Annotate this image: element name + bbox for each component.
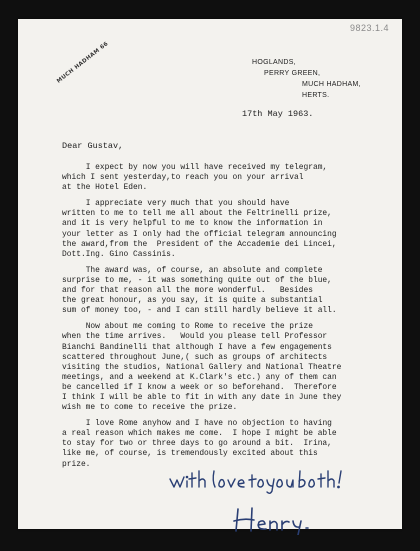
paragraph: I appreciate very much that you should have written to me to tell me all about the Feltrinelli prize, and it is very helpful to me to know the information in your letter as I only had the official telegram announcing the award,from the President of the Accademie dei Lincei, Dott.Ing. Gino Cassinis. [62,199,337,259]
letter-page [18,19,402,529]
address-line: HERTS. [302,92,330,99]
paragraph: The award was, of course, an absolute and complete surprise to me, - it was something quite out of the blue, and for that reason all the more wonderful. Besides the great honour, as you say, it is quite a substantial sum of money too, - and I can still hardly believe it all. [62,265,337,316]
handwritten-signoff [168,465,368,535]
letter-body [62,163,402,476]
address-line: PERRY GREEN, [264,70,321,77]
paragraph: Now about me coming to Rome to receive the prize when the time arrives. Would you please tell Professor Bianchi Bandinelli that although I have a few engagements scattered throughout June,( such as groups of architects visiting the studios, National Gallery and National Theatre meetings, and a weekend at K.Clark's etc.) any of them can be cancelled if I know a week or so beforehand. Therefore I think I will be able to fit in with any date in June they wish me to come to receive the prize. [62,322,342,413]
paragraph: I expect by now you will have received my telegram, which I sent yesterday,to reach you on your arrival at the Hotel Eden. [62,163,328,193]
address-line: HOGLANDS, [252,59,296,66]
address-line: MUCH HADHAM, [302,81,361,88]
embossed-stamp: MUCH HADHAM 66 [56,40,110,85]
signature-drawing [168,465,368,535]
archive-reference: 9823.1.4 [350,23,390,33]
paragraph: I love Rome anyhow and I have no objection to having a real reason which makes me come. I hope I might be able to stay for two or three days to go around a bit. Irina, like me, of course, is tremendously excited about this prize. [62,419,337,469]
letter-date: 17th May 1963. [242,109,314,119]
sender-address [252,57,361,101]
salutation: Dear Gustav, [62,141,124,151]
